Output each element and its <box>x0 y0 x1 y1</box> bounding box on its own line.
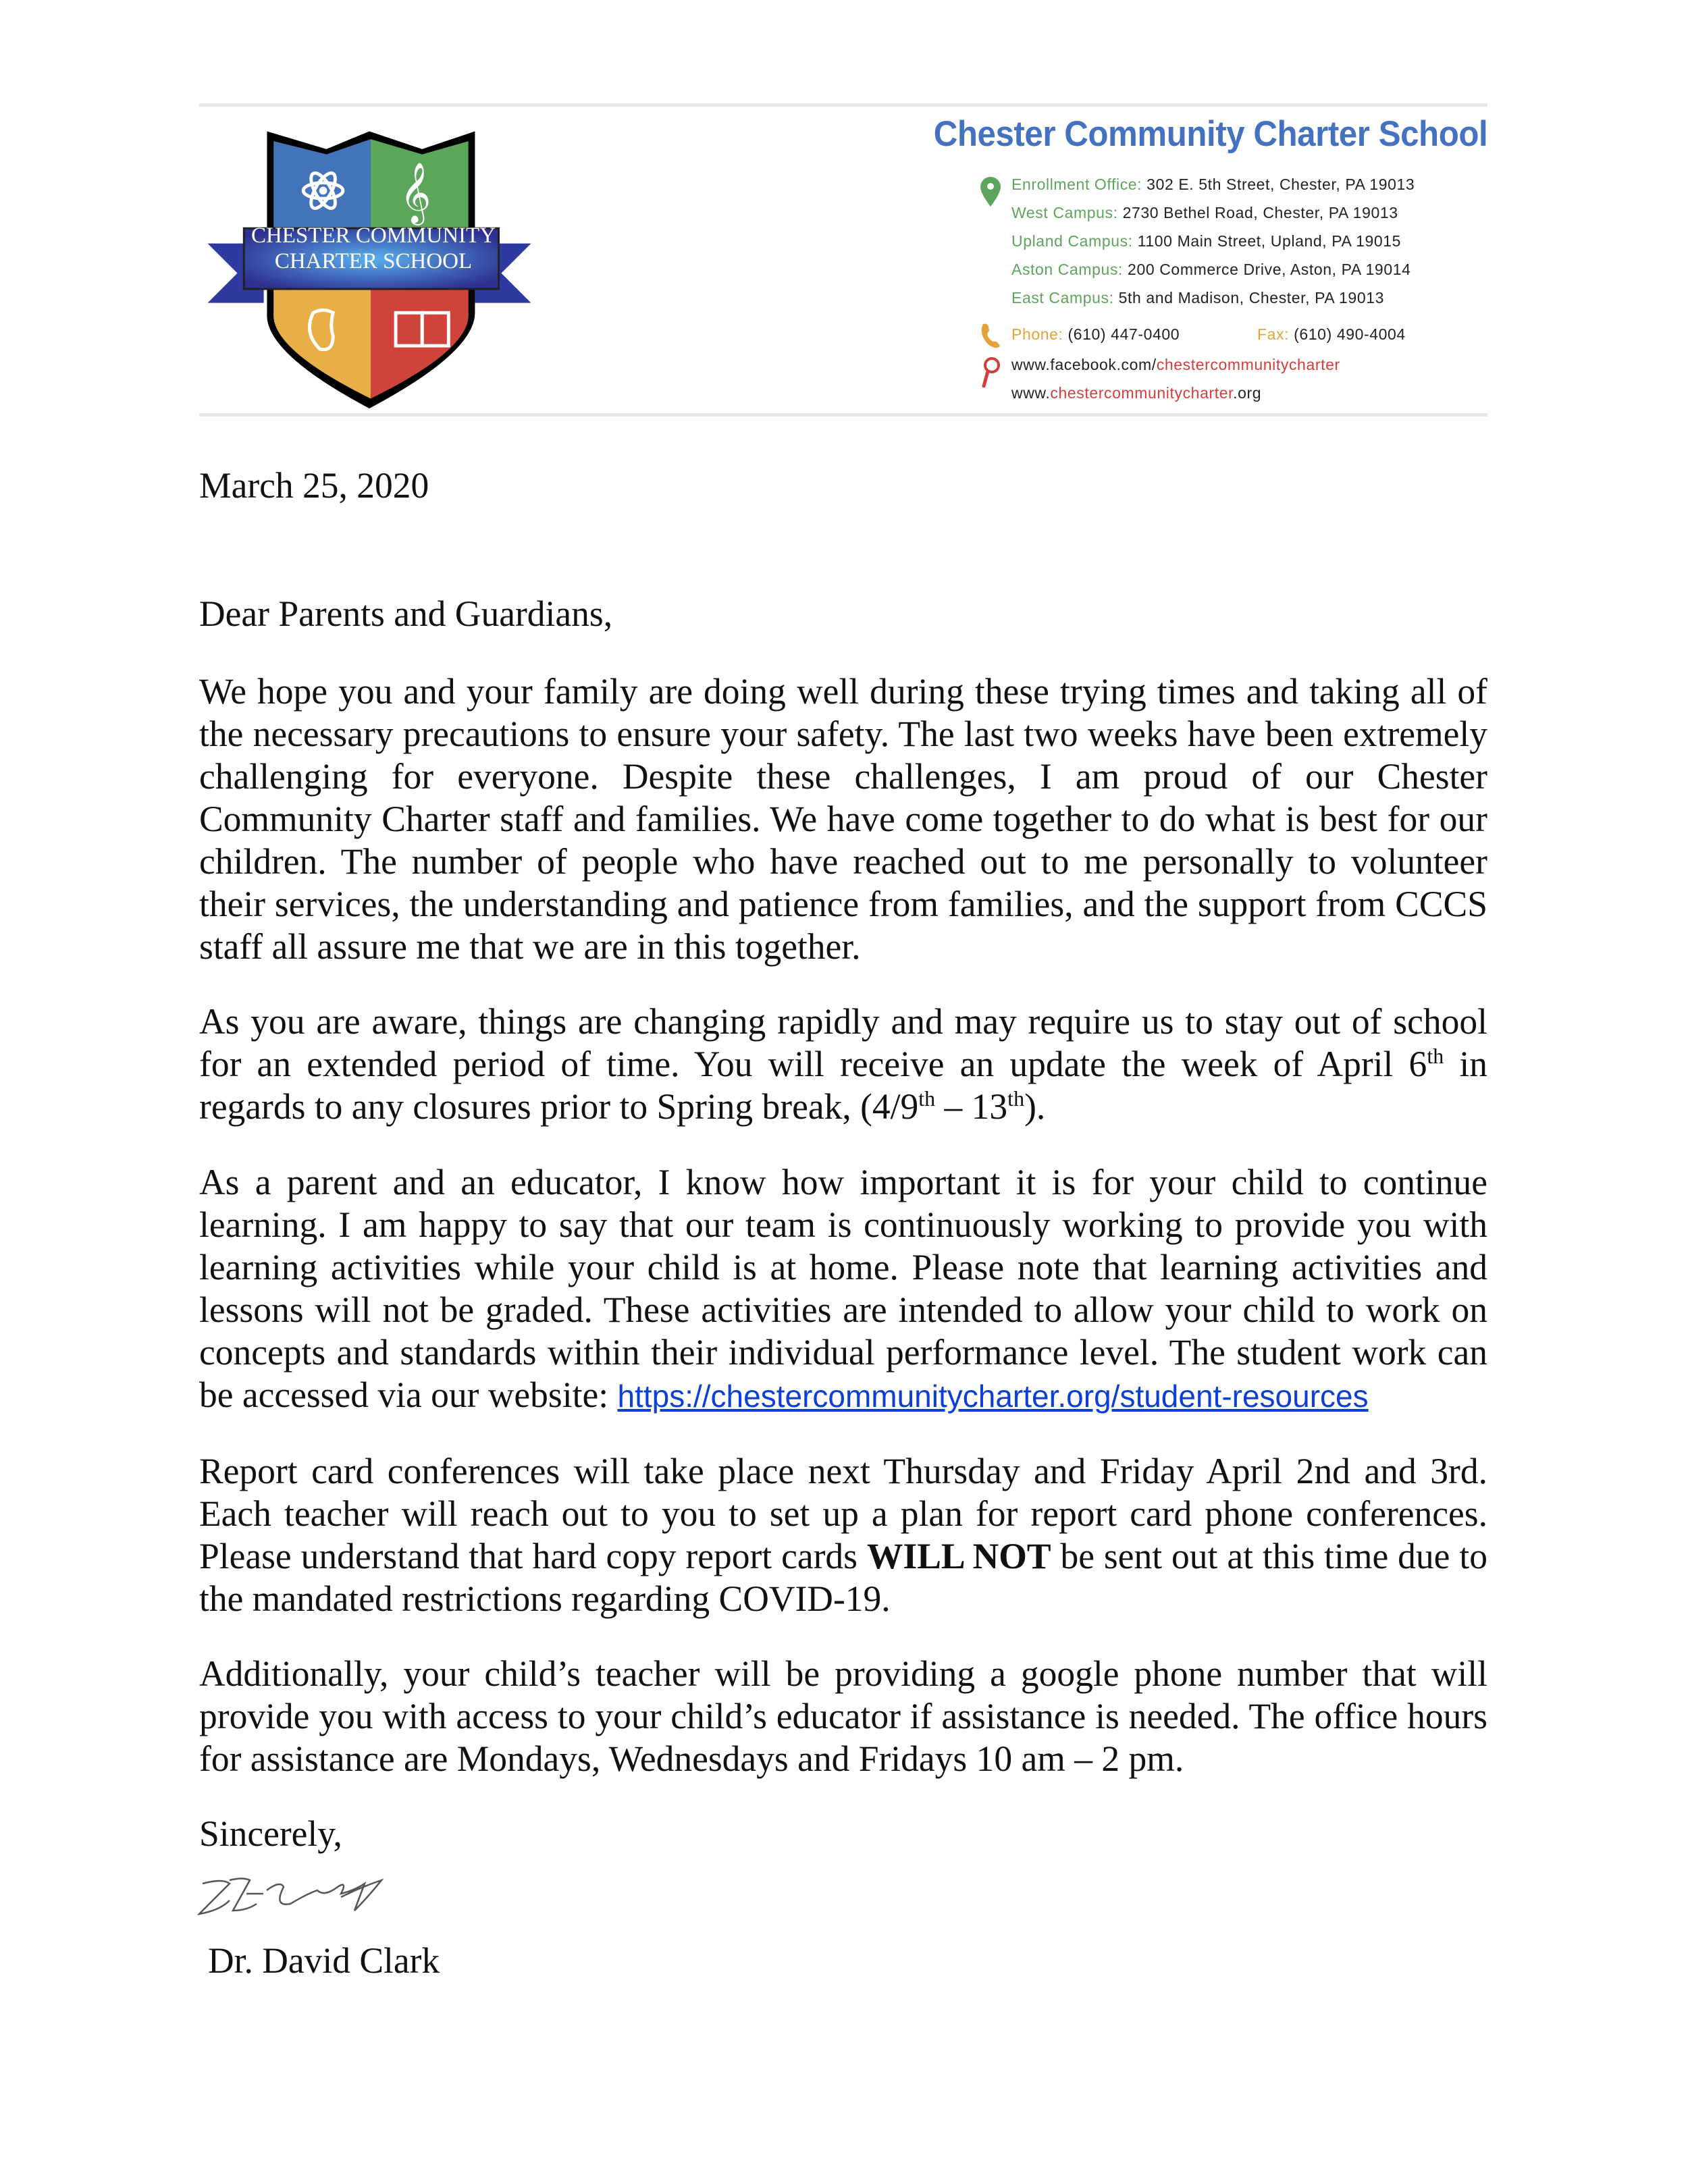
salutation: Dear Parents and Guardians, <box>199 593 613 634</box>
location-address: 5th and Madison, Chester, PA 19013 <box>1118 289 1384 307</box>
p2-text-d: ). <box>1024 1086 1046 1127</box>
superscript: th <box>1007 1086 1025 1111</box>
location-address: 302 E. 5th Street, Chester, PA 19013 <box>1146 176 1415 193</box>
phone-icon <box>980 323 1001 348</box>
location-west <box>1011 204 1398 222</box>
facebook-link[interactable] <box>1011 356 1340 374</box>
p4-emphasis: WILL NOT <box>866 1536 1051 1576</box>
fax-line <box>1257 325 1406 344</box>
phone-label: Phone: <box>1011 325 1063 343</box>
paragraph-3 <box>199 1161 1487 1418</box>
fax-label: Fax: <box>1257 325 1290 343</box>
p4-text-a: Report card conferences will take place next Thursday and Friday April 2nd and 3rd. Each teacher will reach out to you to set up a plan for report card phone conferences. Please understand that hard copy report cards <box>199 1451 1487 1576</box>
letter-date: March 25, 2020 <box>199 465 429 506</box>
location-label: East Campus: <box>1011 289 1114 307</box>
location-pin-icon <box>980 177 1001 207</box>
p2-text-c: – 13 <box>935 1086 1008 1127</box>
phone-number: (610) 447-0400 <box>1067 325 1180 343</box>
paragraph-1: We hope you and your family are doing well during these trying times and taking all of the necessary precautions to ensure your safety. The last two weeks have been extremely challenging for everyone. Despite these challenges, I am proud of our Chester Community Charter staff and families. We have come together to do what is best for our children. The number of people who have reached out to me personally to volunteer their services, the understanding and patience from families, and the support from CCCS staff all assure me that we are in this together. <box>199 671 1487 967</box>
web-suffix: .org <box>1233 384 1262 402</box>
web-domain: chestercommunitycharter <box>1050 384 1234 402</box>
paragraph-5: Additionally, your child’s teacher will be providing a google phone number that will provide you with access to your child’s educator if assistance is needed. The office hours for assistance are Mondays, Wednesdays and Fridays 10 am – 2 pm. <box>199 1653 1487 1779</box>
location-label: West Campus: <box>1011 204 1118 221</box>
magnifier-icon <box>980 356 1001 388</box>
student-resources-link[interactable]: https://chestercommunitycharter.org/student-resources <box>617 1379 1369 1414</box>
superscript: th <box>918 1086 936 1111</box>
location-address: 200 Commerce Drive, Aston, PA 19014 <box>1128 261 1411 278</box>
p2-text-b: in regards to any closures prior to Spring break, (4/9 <box>199 1044 1487 1127</box>
paragraph-4 <box>199 1450 1487 1620</box>
fax-number: (610) 490-4004 <box>1294 325 1406 343</box>
header-top-rule <box>199 103 1487 107</box>
location-upland <box>1011 232 1401 250</box>
paragraph-2 <box>199 1001 1487 1128</box>
header-bottom-rule <box>199 413 1487 417</box>
signature <box>189 1870 419 1924</box>
signer-name: Dr. David Clark <box>208 1940 440 1981</box>
location-address: 1100 Main Street, Upland, PA 19015 <box>1137 232 1402 250</box>
location-label: Enrollment Office: <box>1011 176 1142 193</box>
location-east <box>1011 289 1384 307</box>
location-label: Aston Campus: <box>1011 261 1124 278</box>
phone-line <box>1011 325 1180 344</box>
website-link[interactable] <box>1011 384 1261 402</box>
svg-text:𝄞: 𝄞 <box>400 161 431 223</box>
closing: Sincerely, <box>199 1813 342 1854</box>
p4-text-b: be sent out at this time due to the mandated restrictions regarding COVID-19. <box>199 1536 1487 1619</box>
p2-text-a: As you are aware, things are changing rapidly and may require us to stay out of school for an extended period of time. You will receive an update the week of April 6 <box>199 1001 1487 1084</box>
superscript: th <box>1427 1044 1444 1069</box>
school-name: Chester Community Charter School <box>933 114 1487 154</box>
location-address: 2730 Bethel Road, Chester, PA 19013 <box>1122 204 1398 221</box>
facebook-prefix: www.facebook.com/ <box>1011 356 1157 373</box>
facebook-handle: chestercommunitycharter <box>1156 356 1340 373</box>
location-aston <box>1011 261 1411 279</box>
web-prefix: www. <box>1011 384 1051 402</box>
logo-banner-text: CHESTER COMMUNITY CHARTER SCHOOL <box>250 223 496 273</box>
location-label: Upland Campus: <box>1011 232 1133 250</box>
location-enrollment <box>1011 176 1415 194</box>
p3-text: As a parent and an educator, I know how important it is for your child to continue learning. I am happy to say that our team is continuously working to provide you with learning activities while your child is at home. Please note that learning activities and lessons will not be graded. These activities are intended to allow your child to work on concepts and standards within their individual performance level. The student work can be accessed via our website: <box>199 1162 1487 1415</box>
